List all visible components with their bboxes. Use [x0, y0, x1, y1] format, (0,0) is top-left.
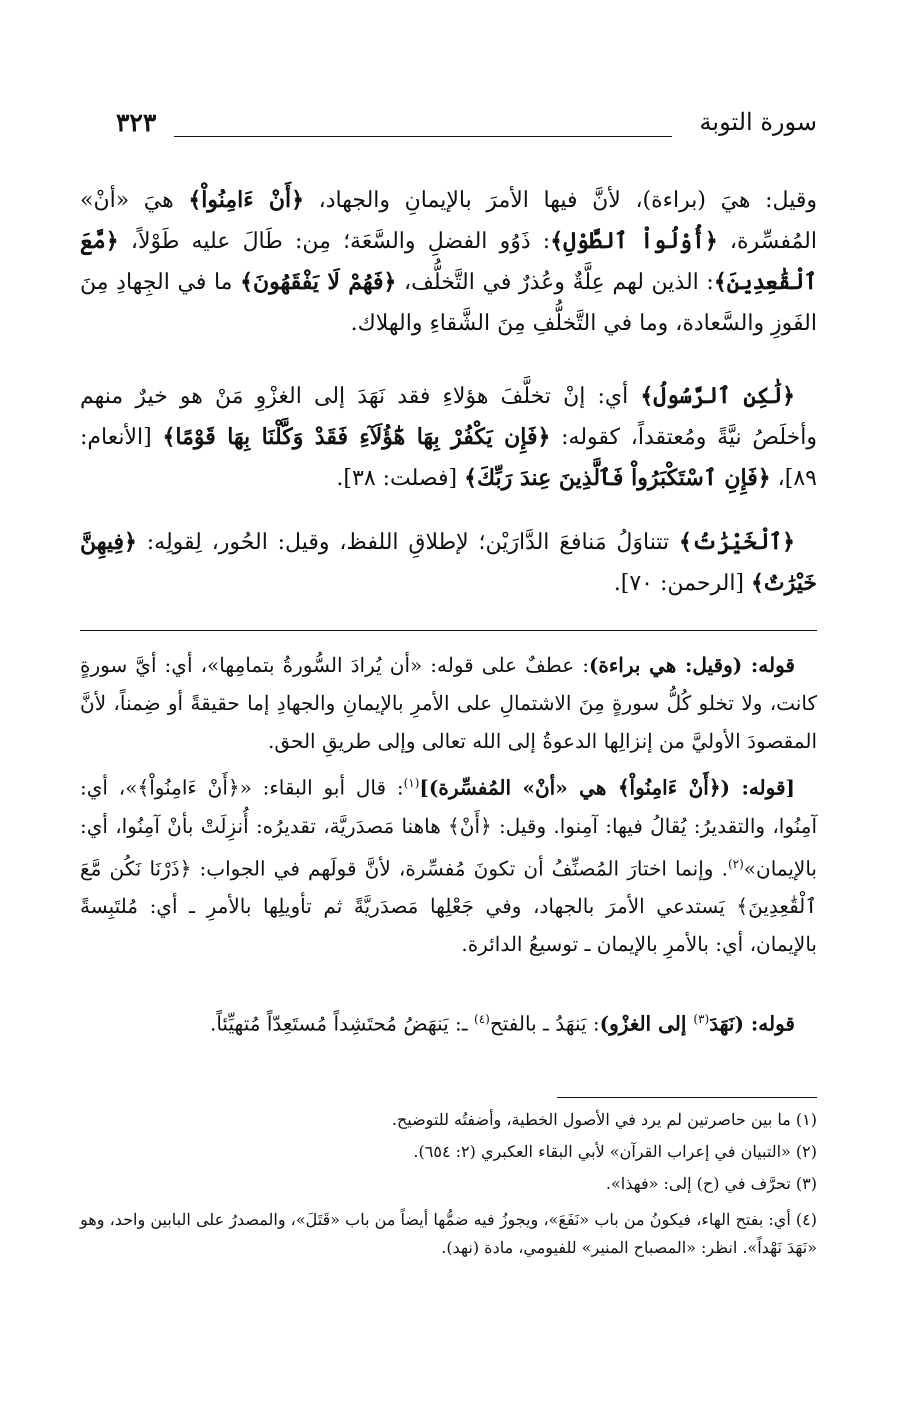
verse-reference: [الأنعام: ٨٩]، — [80, 425, 817, 491]
header-rule — [174, 136, 672, 137]
quran-quote: ﴿مَّعَ ٱلْقَٰعِدِينَ﴾ — [80, 228, 817, 295]
footnote-marker: (١) — [403, 776, 420, 790]
commentary-paragraph-3 — [80, 1000, 817, 1043]
text-run: ما في الجِهادِ مِنَ الفَوزِ والسَّعادة، وما في التَّخلُّفِ مِنَ الشَّقاءِ والهلاك. — [80, 270, 817, 336]
verse-reference: [فصلت: ٣٨]. — [336, 466, 465, 491]
quran-quote: ﴿ٱلْخَيْرَٰتُ﴾ — [678, 529, 795, 555]
page-header — [116, 108, 817, 148]
text-run: . وإنما اختارَ المُصنِّفُ أن تكونَ مُفسِّرة، لأنَّ قولَهم في الجواب: ﴿ذَرْنَا نَكُن مَّعَ ٱلْقَٰعِدِينَ﴾ يَستدعي الأمرَ بالجهاد، وفي جَعْلِها مَصدَريَّةً ثم تأويلِها بالأمرِ ـ أي: مُلتَبِسةً بالإيمان، أي: بالأمرِ بالإيمان ـ توسيعُ الدائرة. — [80, 856, 817, 957]
quran-quote: ﴿أُوْلُواْ ٱلطَّوْلِ﴾ — [550, 228, 718, 254]
text-run: : الذين لهم عِلَّةٌ وعُذرٌ في التَّخلُّف، — [396, 270, 714, 295]
text-run: : ذَوُو الفضلِ والسَّعَة؛ مِن: طَالَ عليه طَوْلاً، — [118, 229, 551, 254]
footnote-1: (١) ما بين حاصرتين لم يرد في الأصول الخطية، وأضفتُه للتوضيح. — [391, 1110, 817, 1129]
text-run: : قال أبو البقاء: «﴿أَنْ ءَامِنُواْ﴾»، أي: آمِنُوا، والتقديرُ: يُقالُ فيها: آمِنوا. وقيل: ﴿أَنْ﴾ هاهنا مَصدَريَّة، تقديرُه: أُنزِلَتْ بأنْ آمِنُوا، أي: بالإيمان» — [80, 775, 817, 881]
commentary-lemma: قوله: (وقيل: هي براءة) — [588, 653, 795, 677]
quran-quote: ﴿فَإِن يَكْفُرْ بِهَا هَٰٓؤُلَآءِ فَقَدْ وَكَّلْنَا بِهَا قَوْمًا﴾ — [162, 424, 551, 450]
page-number: ٣٢٣ — [116, 108, 157, 137]
footnote-3: (٣) تحرَّف في (ح) إلى: «فهذا». — [605, 1174, 817, 1193]
footnote-marker: (٤) — [474, 1012, 490, 1026]
main-paragraph-3 — [80, 522, 817, 604]
footnote-marker: (٣) — [693, 1012, 710, 1026]
quran-quote: ﴿لَٰكِنِ ٱلرَّسُولُ﴾ — [640, 383, 795, 409]
text-run: وقيل: هيَ (براءة)، لأنَّ فيها الأمرَ بالإيمانِ والجهاد، — [304, 188, 817, 213]
commentary-lemma: قوله: (نَهَدَ — [709, 1011, 795, 1036]
commentary-lemma: إلى الغزْو) — [599, 1011, 694, 1036]
quran-quote: ﴿فَهُمْ لَا يَفْقَهُونَ﴾ — [240, 269, 397, 295]
main-paragraph-1 — [80, 180, 817, 344]
footnote-rule — [557, 1097, 817, 1098]
footnote-2: (٢) «التبيان في إعراب القرآن» لأبي البقاء العكبري (٢: ٦٥٤). — [413, 1142, 817, 1161]
commentary-lemma: [قوله: (﴿أَنْ ءَامِنُواْ﴾ هي «أنْ» المُفسِّرة)] — [419, 775, 795, 800]
quran-quote: ﴿أَنْ ءَامِنُواْ﴾ — [188, 187, 305, 213]
quran-quote: ﴿فَإِنِ ٱسْتَكْبَرُواْ فَٱلَّذِينَ عِندَ رَبِّكَ﴾ — [464, 465, 771, 491]
footnote-4: (٤) أي: بفتح الهاء، فيكونُ من باب «نَفَعَ»، ويجوزُ فيه ضمُّها أيضاً من باب «قَتَلَ»، والمصدرُ على البابين واحد، وهو «نَهَدَ نَهْداً». انظر: «المصباح المنير» للفيومي، مادة (نهد). — [80, 1210, 817, 1257]
commentary-paragraph-2 — [80, 764, 817, 963]
text-run: أي: إنْ تخلَّفَ هؤلاءِ فقد نَهَدَ إلى الغزْوِ مَنْ هو خيرٌ منهم وأخلَصُ نيَّةً ومُعتقداً، كقوله: — [80, 384, 818, 450]
main-paragraph-2 — [80, 376, 817, 499]
text-run: : يَنهَدُ ـ بالفتح — [489, 1011, 600, 1036]
commentary-paragraph-1 — [80, 646, 817, 760]
text-run: : عطفٌ على قوله: «أن يُرادَ السُّورةُ بتمامِها»، أي: أيَّ سورةٍ كانت، ولا تخلو كُلُّ سورةٍ مِنَ الاشتمالِ على الأمرِ بالإيمانِ والجهادِ إما حقيقةً أو ضِمناً، لأنَّ المقصودَ الأوليَّ من إنزالِها الدعوةُ إلى الله تعالى وإلى طريقِ الحق. — [80, 653, 817, 753]
verse-reference: [الرحمن: ٧٠]. — [613, 571, 752, 596]
footnote-marker: (٢) — [727, 856, 744, 871]
text-run: تتناوَلُ مَنافعَ الدَّارَيْن؛ لإطلاقِ اللفظ، وقيل: الحُور، لِقولِه: — [136, 530, 679, 555]
text-run: هيَ «أنْ» المُفسِّرة، — [80, 188, 817, 254]
commentary-divider — [80, 630, 817, 631]
quran-quote: ﴿فِيهِنَّ خَيْرَٰتٌ﴾ — [80, 529, 817, 596]
surah-title: سورة التوبة — [699, 108, 817, 136]
text-run: ـ: يَنهَضُ مُحتَشِداً مُستَعِدّاً مُتهيِّئاً. — [209, 1011, 475, 1036]
